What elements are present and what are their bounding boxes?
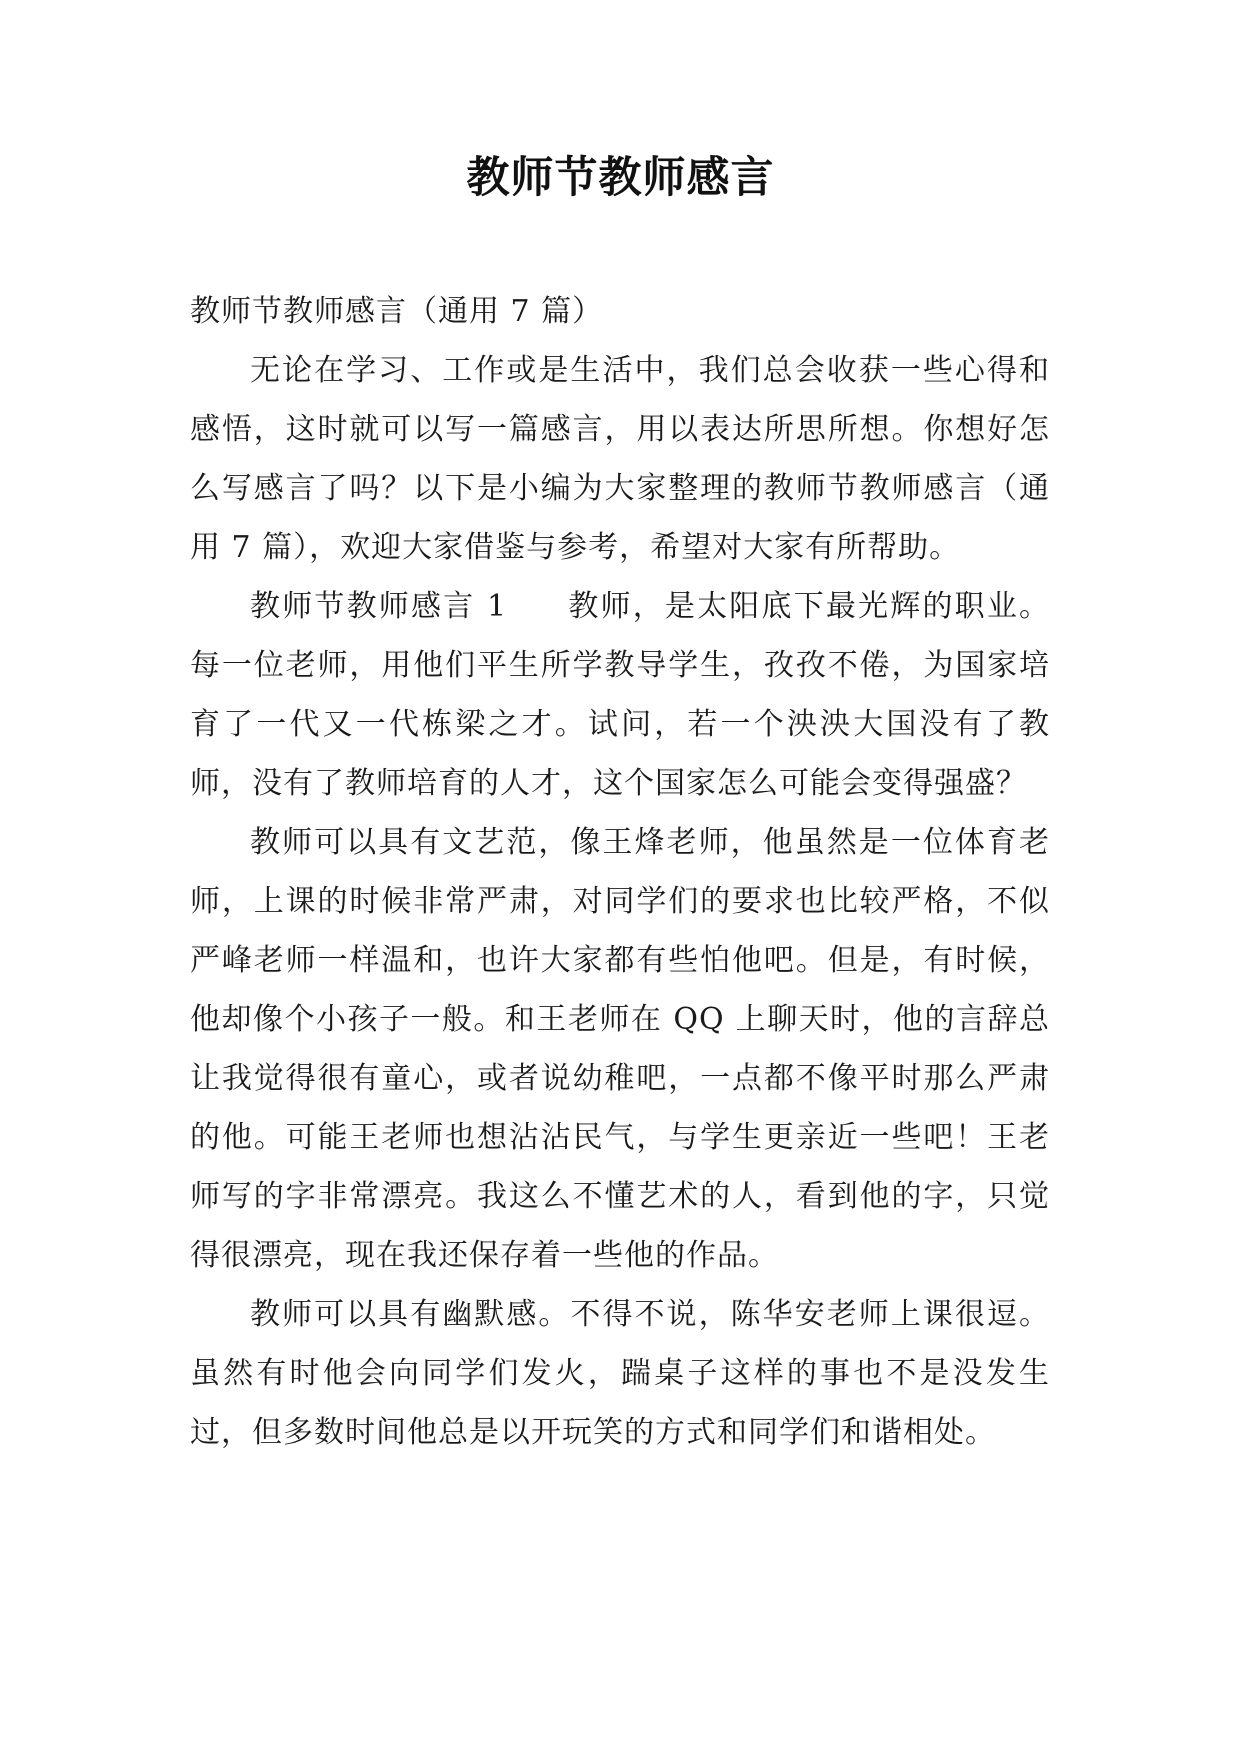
document-body xyxy=(190,282,1050,1462)
paragraph-2: 教师可以具有文艺范，像王烽老师，他虽然是一位体育老师，上课的时候非常严肃，对同学们的要求也比较严格，不似严峰老师一样温和，也许大家都有些怕他吧。但是，有时候，他却像个小孩子一般。和王老师在 QQ 上聊天时，他的言辞总让我觉得很有童心，或者说幼稚吧，一点都不像平时那么严肃的他。可能王老师也想沾沾民气，与学生更亲近一些吧！王老师写的字非常漂亮。我这么不懂艺术的人，看到他的字，只觉得很漂亮，现在我还保存着一些他的作品。 xyxy=(190,825,1050,1273)
section-1-paragraph xyxy=(190,577,1050,813)
section-1-text: 教师，是太阳底下最光辉的职业。每一位老师，用他们平生所学教导学生，孜孜不倦，为国家培育了一代又一代栋梁之才。试问，若一个泱泱大国没有了教师，没有了教师培育的人才，这个国家怎么可能会变得强盛？ xyxy=(190,589,1051,801)
document-subtitle: 教师节教师感言（通用 7 篇） xyxy=(190,294,604,329)
intro-paragraph: 无论在学习、工作或是生活中，我们总会收获一些心得和感悟，这时就可以写一篇感言，用以表达所思所想。你想好怎么写感言了吗？以下是小编为大家整理的教师节教师感言（通用 7 篇），欢迎大家借鉴与参考，希望对大家有所帮助。 xyxy=(190,353,1050,565)
document-title: 教师节教师感言 xyxy=(466,153,775,203)
section-1-heading: 教师节教师感言 1 xyxy=(250,589,508,624)
paragraph-3: 教师可以具有幽默感。不得不说，陈华安老师上课很逗。虽然有时他会向同学们发火，踹桌子这样的事也不是没发生过，但多数时间他总是以开玩笑的方式和同学们和谐相处。 xyxy=(190,1297,1050,1450)
